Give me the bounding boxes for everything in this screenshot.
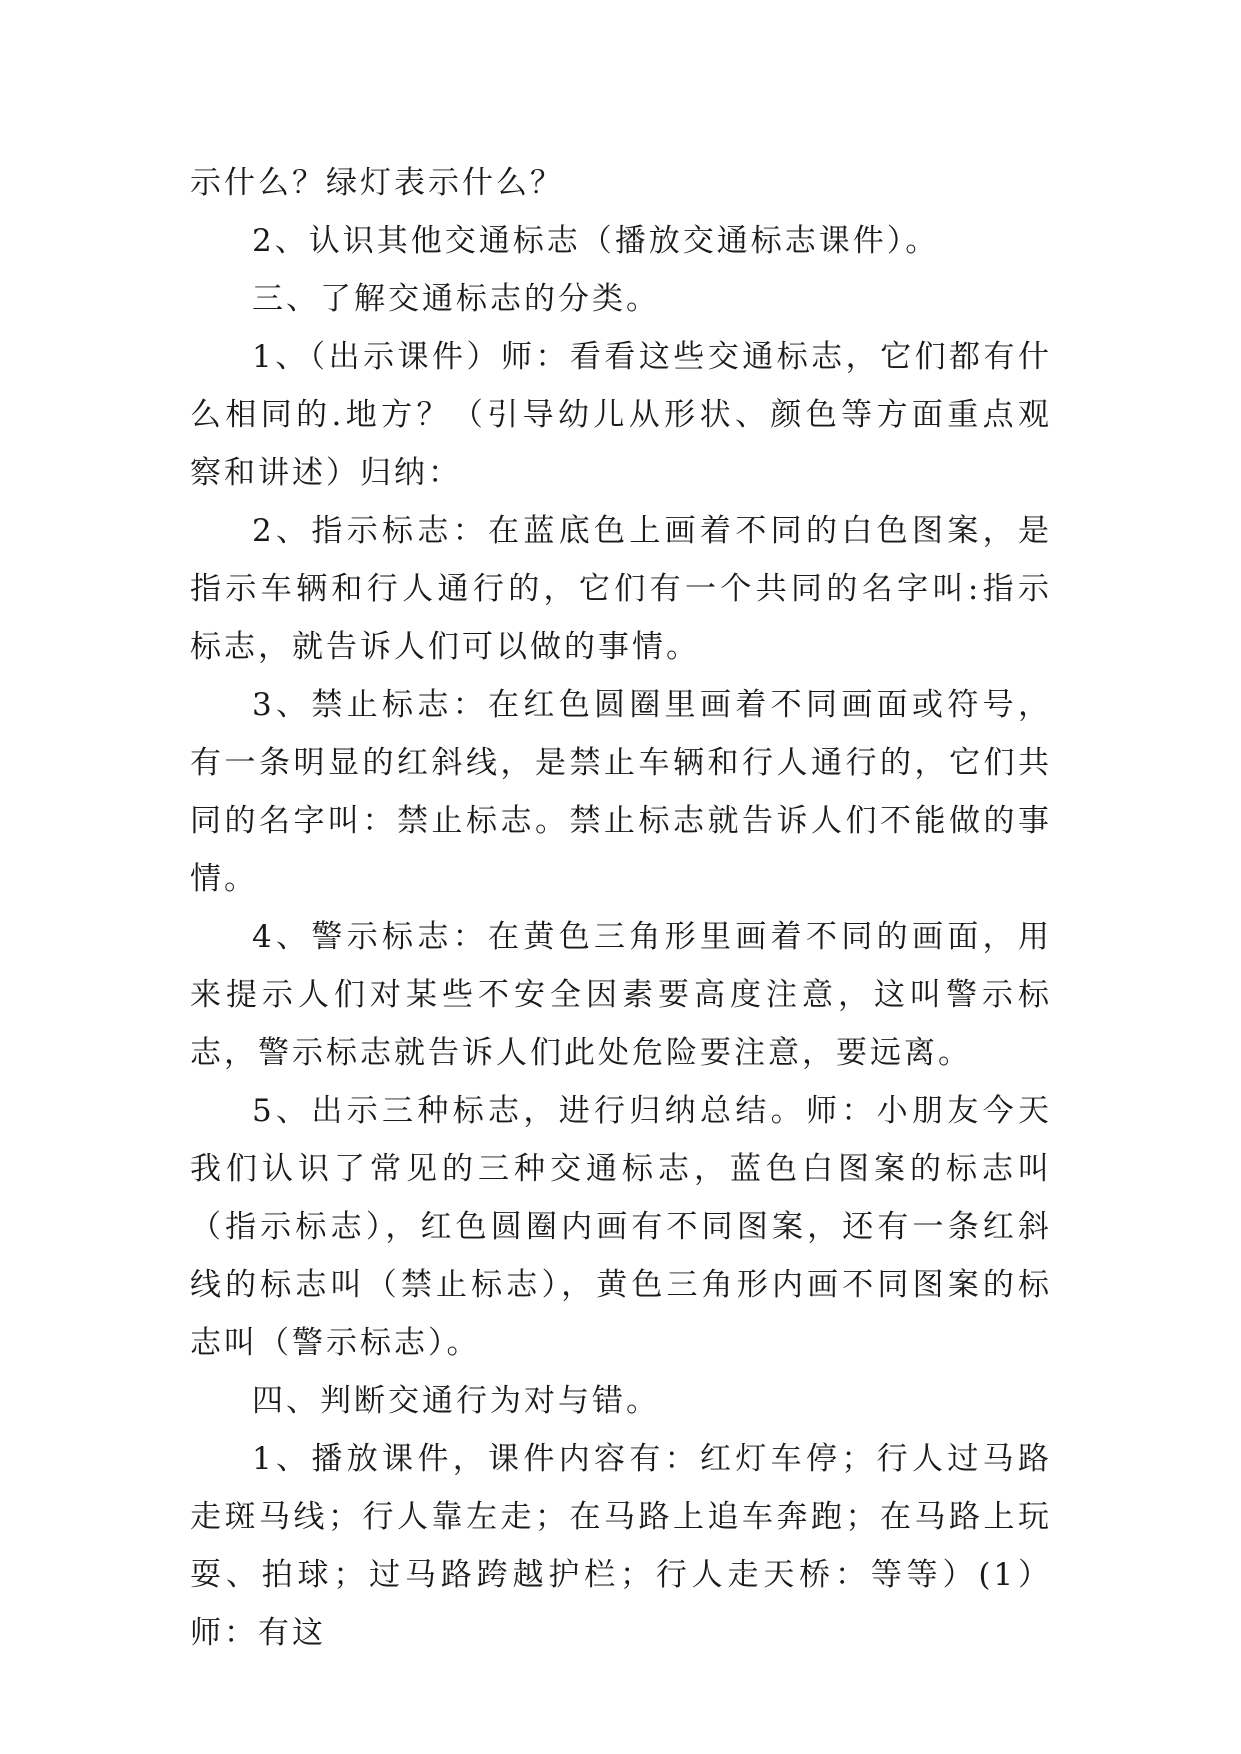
- paragraph: 1、播放课件，课件内容有：红灯车停；行人过马路走斑马线；行人靠左走；在马路上追车奔跑；在马路上玩耍、拍球；过马路跨越护栏；行人走天桥：等等）(1）师：有这: [190, 1441, 1052, 1651]
- paragraph: 1、（出示课件）师：看看这些交通标志，它们都有什么相同的.地方？（引导幼儿从形状、颜色等方面重点观察和讲述）归纳：: [190, 339, 1052, 491]
- paragraph: 2、指示标志：在蓝底色上画着不同的白色图案，是指示车辆和行人通行的，它们有一个共同的名字叫:指示标志，就告诉人们可以做的事情。: [190, 513, 1052, 665]
- paragraph: 4、警示标志：在黄色三角形里画着不同的画面，用来提示人们对某些不安全因素要高度注意，这叫警示标志，警示标志就告诉人们此处危险要注意，要远离。: [190, 919, 1052, 1071]
- paragraph-continuation: 示什么？绿灯表示什么？: [190, 165, 564, 201]
- paragraph: 2、认识其他交通标志（播放交通标志课件）。: [252, 223, 940, 259]
- paragraph: 5、出示三种标志，进行归纳总结。师：小朋友今天我们认识了常见的三种交通标志，蓝色白图案的标志叫（指示标志），红色圆圈内画有不同图案，还有一条红斜线的标志叫（禁止标志），黄色三角形内画不同图案的标志叫（警示标志）。: [190, 1093, 1052, 1361]
- section-heading: 三、了解交通标志的分类。: [252, 281, 660, 317]
- document-body: [190, 154, 1052, 1662]
- paragraph: 3、禁止标志：在红色圆圈里画着不同画面或符号，有一条明显的红斜线，是禁止车辆和行人通行的，它们共同的名字叫：禁止标志。禁止标志就告诉人们不能做的事情。: [190, 687, 1052, 897]
- section-heading: 四、判断交通行为对与错。: [252, 1383, 660, 1419]
